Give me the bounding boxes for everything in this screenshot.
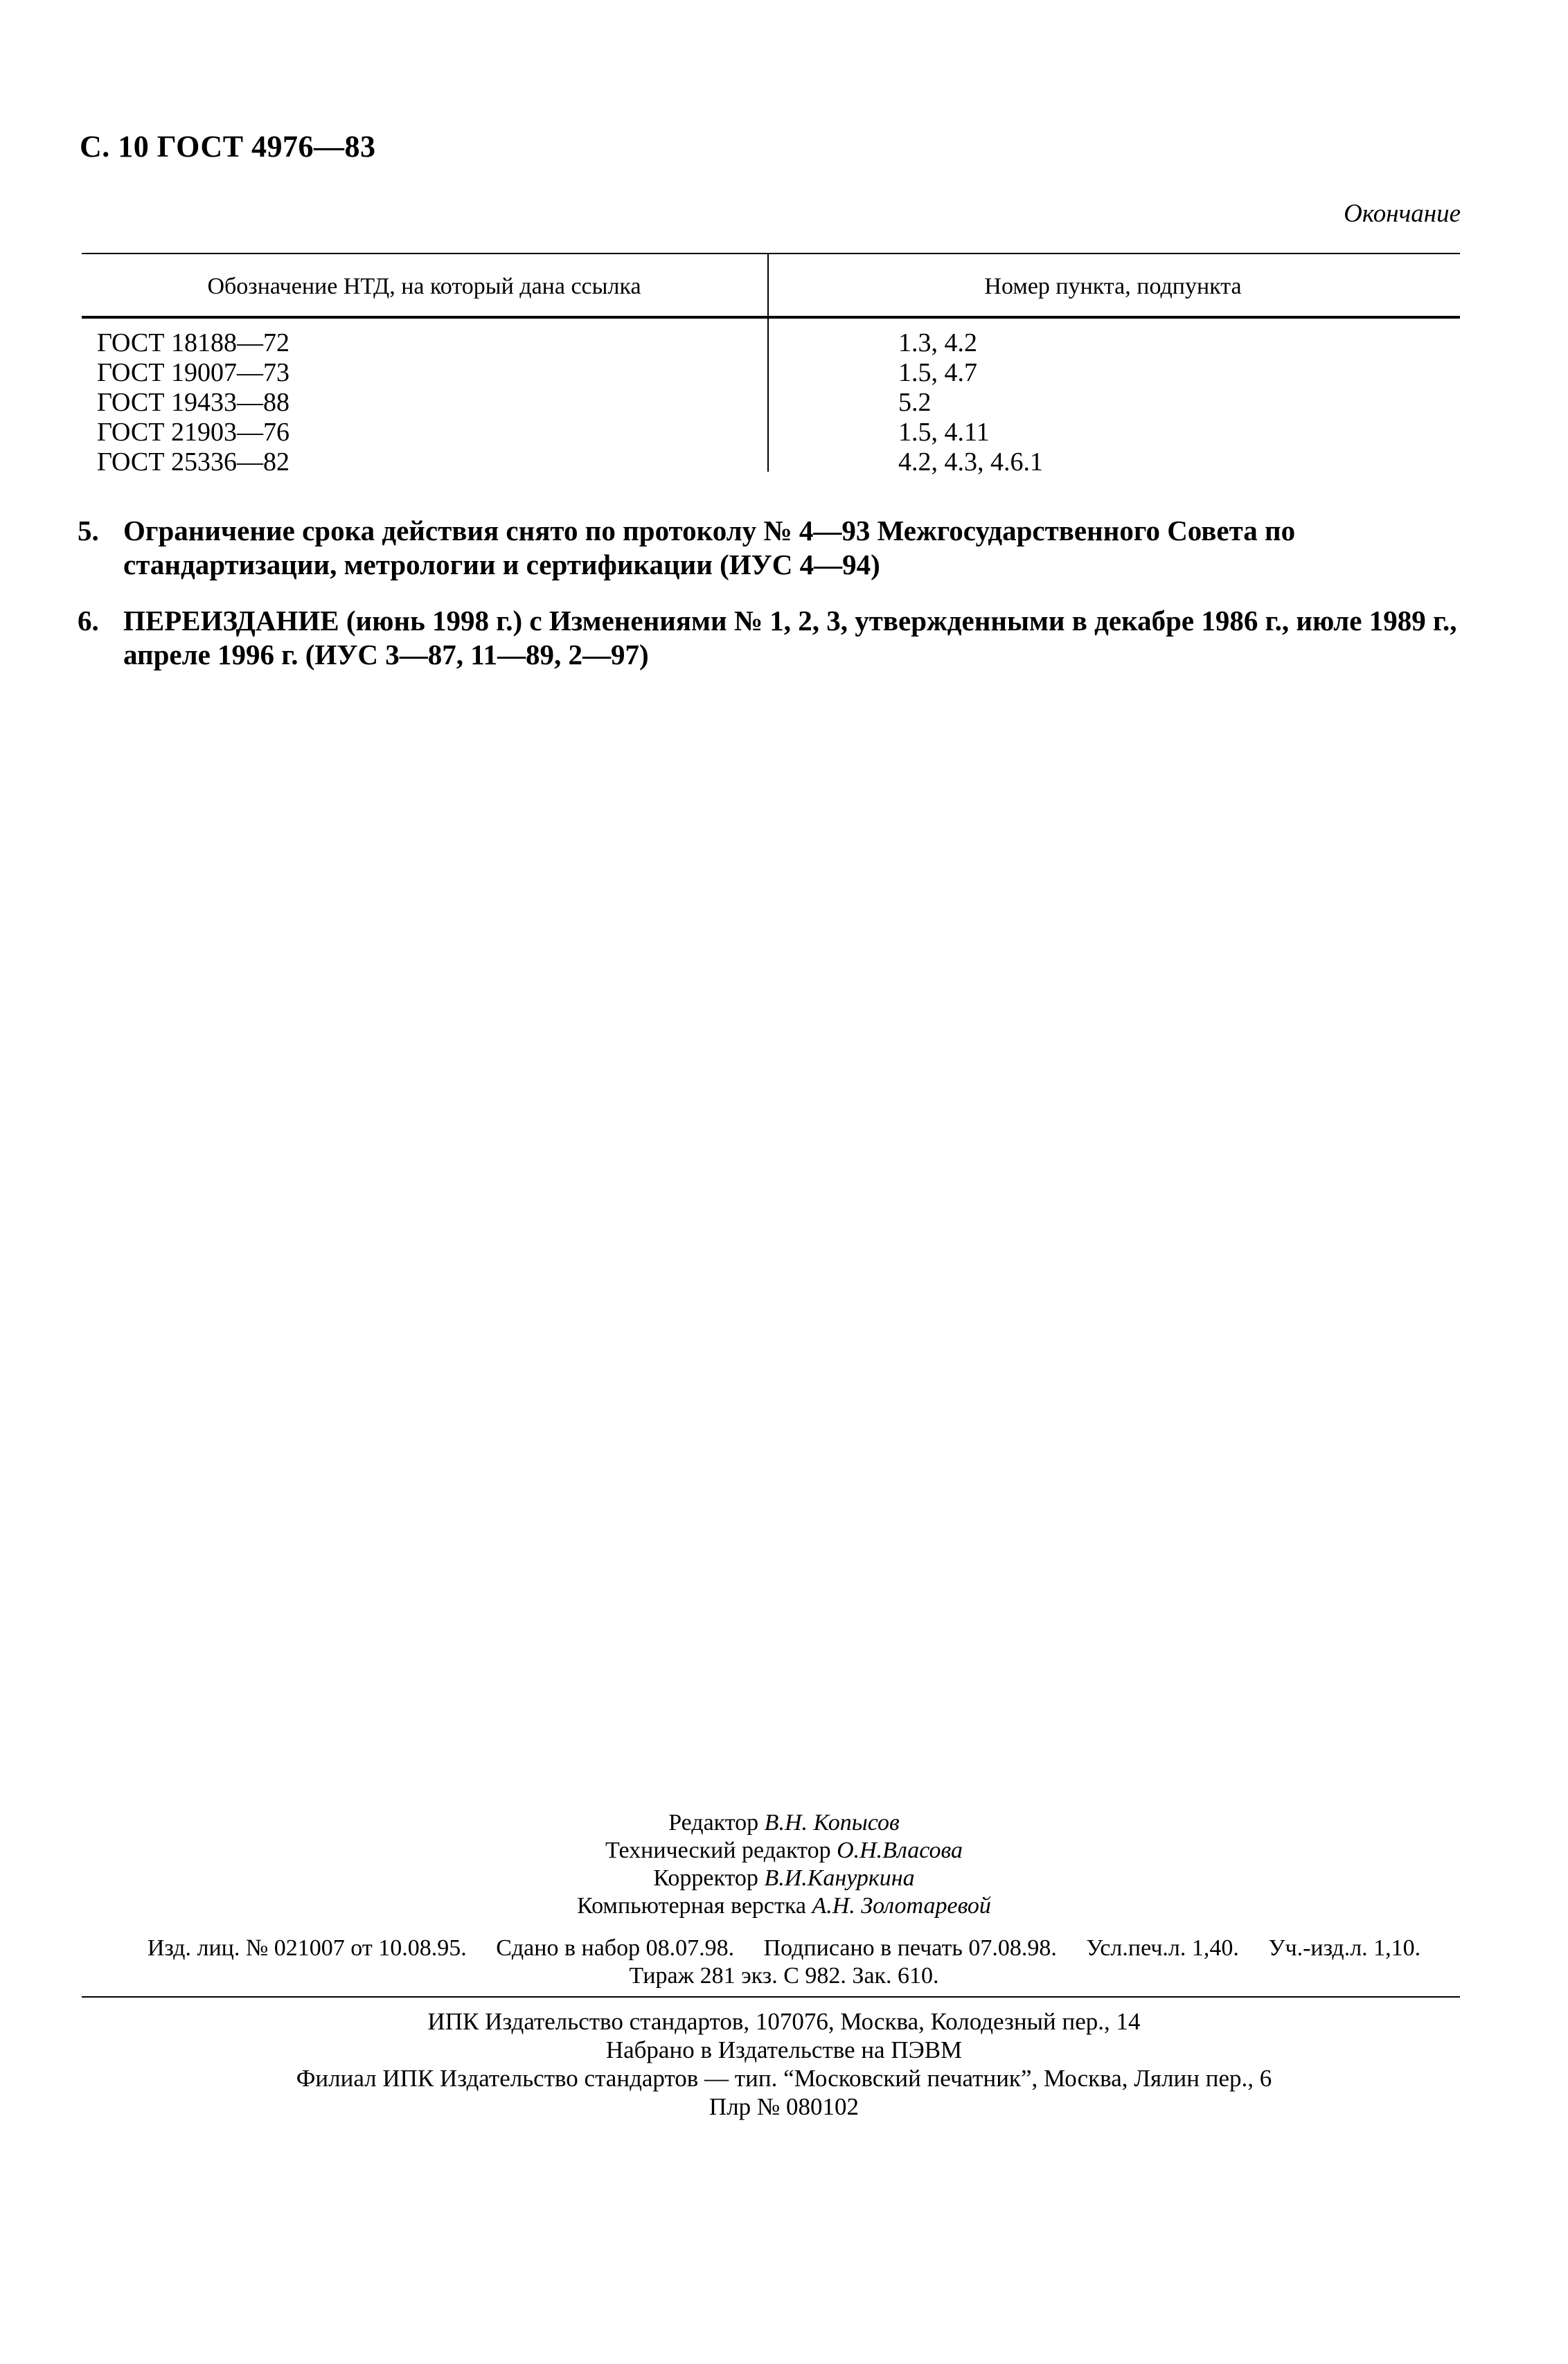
imprint-order: Зак. 610. xyxy=(852,1963,939,1989)
cell-clause: 4.2, 4.3, 4.6.1 xyxy=(898,447,1043,477)
credit-name: А.Н. Золотаревой xyxy=(812,1893,991,1919)
credits-block xyxy=(0,1809,1568,1920)
footer-rule xyxy=(82,1996,1460,1998)
paragraph-number: 6. xyxy=(78,605,99,637)
table-top-rule xyxy=(82,253,1460,254)
publisher-line: ИПК Издательство стандартов, 107076, Москва, Колодезный пер., 14 xyxy=(427,2008,1141,2035)
cell-clause: 5.2 xyxy=(898,388,932,417)
imprint-line-2 xyxy=(0,1962,1568,1990)
paragraph-text: Ограничение срока действия снято по протоколу № 4—93 Межгосударственного Совета по стандартизации, метрологии и сертификации (ИУС 4—94) xyxy=(123,515,1296,580)
credit-role: Редактор xyxy=(668,1810,759,1836)
paragraph-text: ПЕРЕИЗДАНИЕ (июнь 1998 г.) с Изменениями № 1, 2, 3, утвержденными в декабре 1986 г., июле 1989 г., апреле 1996 г. (ИУС 3—87, 11—89, 2—97) xyxy=(123,605,1457,670)
cell-document: ГОСТ 25336—82 xyxy=(97,447,289,477)
cell-document: ГОСТ 18188—72 xyxy=(97,328,289,357)
table-header-rule xyxy=(82,316,1460,319)
page-header: С. 10 ГОСТ 4976—83 xyxy=(80,130,376,163)
imprint-signed: Подписано в печать 07.08.98. xyxy=(763,1935,1057,1961)
paragraph-6 xyxy=(78,604,1463,672)
column-header-document: Обозначение НТД, на который дана ссылка xyxy=(207,274,641,299)
publisher-line: Набрано в Издательстве на ПЭВМ xyxy=(605,2036,963,2063)
publisher-line: Филиал ИПК Издательство стандартов — тип. “Московский печатник”, Москва, Лялин пер., 6 xyxy=(296,2065,1272,2092)
cell-clause: 1.5, 4.11 xyxy=(898,418,990,447)
cell-document: ГОСТ 21903—76 xyxy=(97,418,289,447)
imprint-block xyxy=(0,1935,1568,1990)
imprint-line-1 xyxy=(0,1935,1568,1962)
credit-layout xyxy=(0,1892,1568,1920)
credit-technical-editor xyxy=(0,1837,1568,1865)
credit-name: О.Н.Власова xyxy=(837,1838,963,1863)
credit-role: Технический редактор xyxy=(605,1838,831,1863)
credit-role: Компьютерная верстка xyxy=(577,1893,806,1919)
cell-document: ГОСТ 19007—73 xyxy=(97,358,289,387)
cell-clause: 1.3, 4.2 xyxy=(898,328,977,357)
imprint-print-sheets: Усл.печ.л. 1,40. xyxy=(1086,1935,1239,1961)
credit-name: В.И.Кануркина xyxy=(764,1865,915,1891)
credit-editor xyxy=(0,1809,1568,1837)
publisher-line: Плр № 080102 xyxy=(709,2093,859,2120)
credit-role: Корректор xyxy=(653,1865,758,1891)
imprint-publisher-sheets: Уч.-изд.л. 1,10. xyxy=(1268,1935,1421,1961)
publisher-block xyxy=(0,2007,1568,2121)
imprint-submitted: Сдано в набор 08.07.98. xyxy=(496,1935,735,1961)
paragraph-5 xyxy=(78,514,1463,582)
column-header-clause: Номер пункта, подпункта xyxy=(984,274,1242,299)
imprint-circulation: Тираж 281 экз. xyxy=(629,1963,778,1989)
imprint-license: Изд. лиц. № 021007 от 10.08.95. xyxy=(147,1935,467,1961)
table-column-divider xyxy=(767,254,769,472)
table-caption: Окончание xyxy=(1344,199,1461,228)
paragraph-number: 5. xyxy=(78,515,99,546)
cell-document: ГОСТ 19433—88 xyxy=(97,388,289,417)
credit-proofreader xyxy=(0,1865,1568,1892)
cell-clause: 1.5, 4.7 xyxy=(898,358,977,387)
credit-name: В.Н. Копысов xyxy=(764,1810,900,1836)
imprint-code: С 982. xyxy=(783,1963,846,1989)
